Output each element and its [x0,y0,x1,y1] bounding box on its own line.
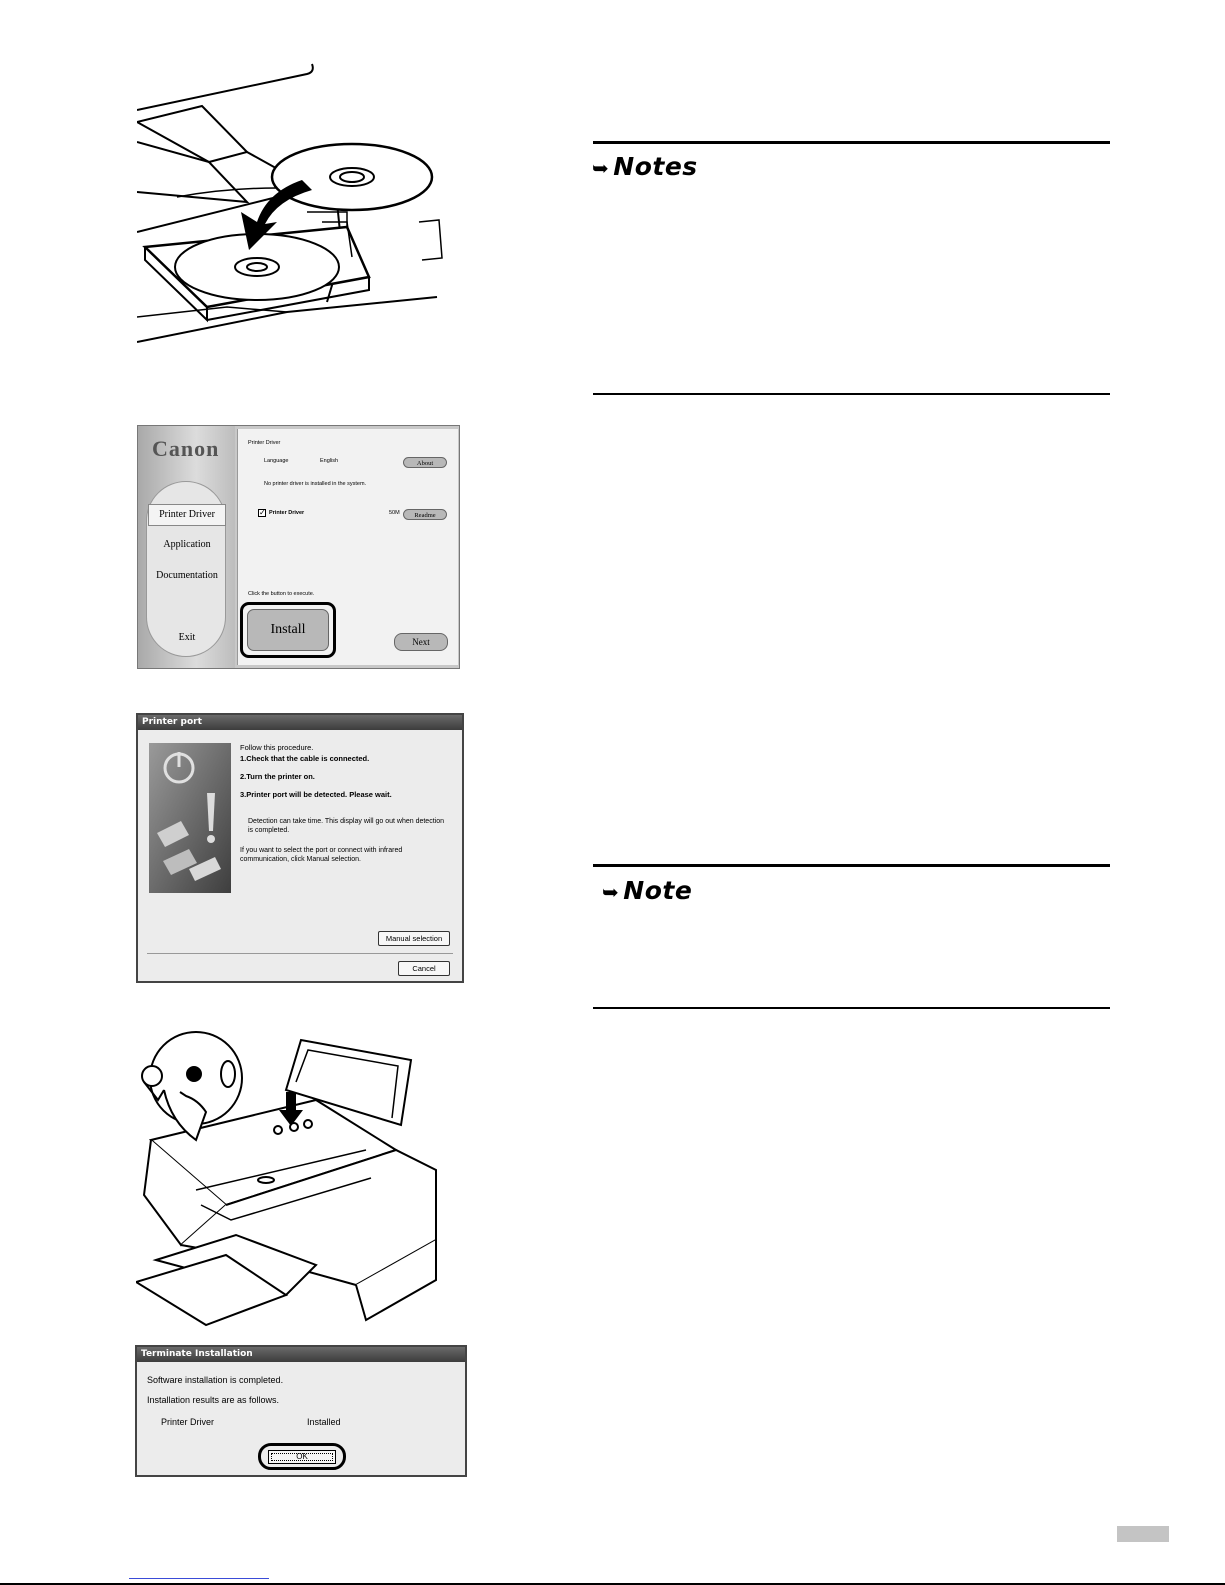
bottom-link-underline [129,1578,269,1579]
step-3: 3.Printer port will be detected. Please wait. [240,790,392,799]
install-button[interactable]: Install [247,609,329,651]
terminate-installation-dialog [135,1345,467,1477]
note-bottom-rule [593,1007,1110,1009]
page-number-tab [1117,1526,1169,1542]
ok-highlight-ring [258,1443,346,1470]
menu-item-application[interactable]: Application [163,539,211,550]
canon-panel [237,429,458,665]
printer-power-button-illustration [136,1030,446,1330]
cd-insertion-illustration [137,62,447,352]
component-size: 50M [389,510,400,516]
readme-button[interactable]: Readme [403,509,447,520]
manual-note-line2: communication, click Manual selection. [240,856,361,863]
terminate-title: Terminate Installation [137,1347,465,1362]
install-status-text: No printer driver is installed in the system. [264,481,367,487]
menu-item-printer-driver[interactable]: Printer Driver [148,504,226,526]
detection-note-line2: is completed. [248,827,290,834]
language-value: English [320,458,339,464]
notes-heading: ➥ Notes [592,152,698,181]
language-label: Language [264,458,289,464]
canon-logo: Canon [152,436,220,461]
exit-button[interactable]: Exit [178,632,196,643]
notes-bottom-rule [593,393,1110,395]
completion-line: Software installation is completed. [147,1375,284,1385]
note-top-rule [593,864,1110,867]
note-arrow-icon: ➥ [602,880,620,904]
procedure-intro: Follow this procedure. [240,743,314,752]
notes-top-rule [593,141,1110,144]
detection-note-line1: Detection can take time. This display will go out when detection [248,818,444,825]
cancel-button[interactable]: Cancel [398,961,450,976]
step-2: 2.Turn the printer on. [240,772,315,781]
step-1: 1.Check that the cable is connected. [240,754,370,763]
note-heading: ➥ Note [602,876,693,905]
result-item: Printer Driver [161,1417,215,1427]
menu-item-documentation[interactable]: Documentation [156,570,218,581]
manual-selection-button[interactable]: Manual selection [378,931,450,946]
canon-installer-window [137,425,460,669]
results-line: Installation results are as follows. [147,1395,280,1405]
result-status: Installed [307,1417,341,1427]
manual-note-line1: If you want to select the port or connect with infrared [240,847,403,854]
ok-button[interactable]: OK [268,1450,336,1464]
instruction-text: Click the button to execute. [248,591,315,597]
panel-title: Printer Driver [248,440,281,446]
printer-driver-checkbox[interactable]: ✓ [259,508,266,517]
canon-sidebar [138,426,235,668]
printer-port-title: Printer port [138,715,462,730]
dialog-divider [147,953,453,954]
printer-port-dialog [136,713,464,983]
power-cable-illustration [149,743,231,893]
next-button[interactable]: Next [394,633,448,651]
notes-arrow-icon: ➥ [592,156,610,180]
about-button[interactable]: About [403,457,447,468]
canon-menu [146,481,226,657]
component-label: Printer Driver [269,510,305,516]
install-highlight-ring [240,602,336,658]
